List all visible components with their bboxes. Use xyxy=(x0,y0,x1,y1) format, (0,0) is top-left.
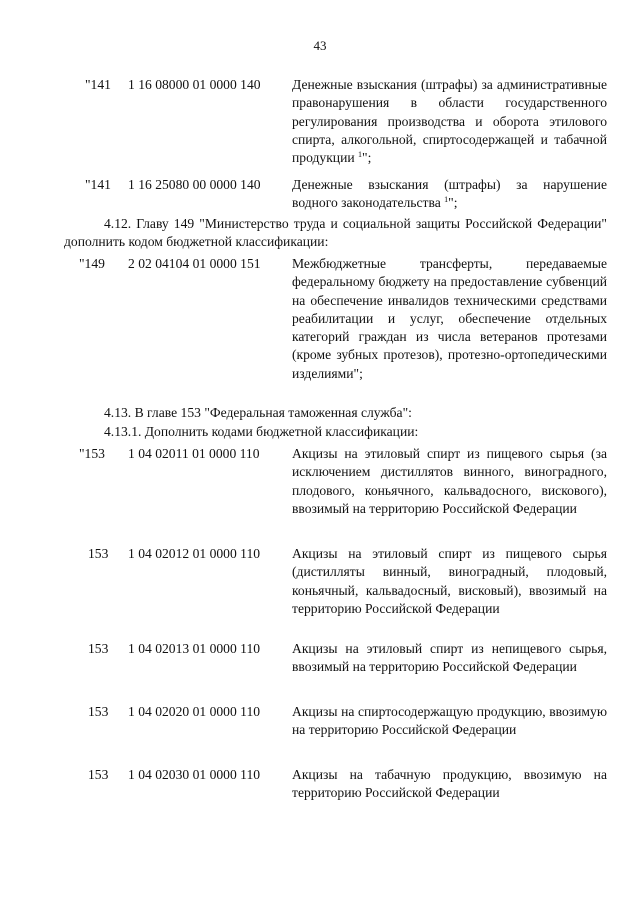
description-text: Денежные взыскания (штрафы) за нарушение водного законодательства xyxy=(292,177,607,211)
budget-classification-code: 1 04 02013 01 0000 110 xyxy=(128,641,261,656)
page-number: 43 xyxy=(313,38,327,53)
budget-classification-code: 1 04 02020 01 0000 110 xyxy=(128,704,261,719)
budget-classification-code: 1 04 02011 01 0000 110 xyxy=(128,446,260,461)
row-description xyxy=(292,176,607,213)
paragraph-4-12 xyxy=(64,215,607,252)
row-description: Акцизы на этиловый спирт из непищевого сырья, ввозимый на территорию Российской Федерации xyxy=(292,641,607,675)
chapter-code: "141 xyxy=(85,77,111,92)
chapter-code: 153 xyxy=(88,767,109,782)
chapter-code: 153 xyxy=(88,641,109,656)
row-description: Межбюджетные трансферты, передаваемые федеральному бюджету на предоставление субвенций на обеспечение инвалидов техническими средствами реабилитации и услуг, обеспечение отдельных категорий граждан из числа ветеранов протезами (кроме зубных протезов), протезно-ортопедическими изделиями"; xyxy=(292,256,607,381)
footnote-mark: 1 xyxy=(358,150,363,160)
row-description: Акцизы на этиловый спирт из пищевого сырья (за исключением дистиллятов винного, виноградного, плодового, коньячного, кальвадосного, вискового), ввозимый на территорию Российской Федерации xyxy=(292,446,607,516)
chapter-code: 153 xyxy=(88,704,109,719)
row-description: Акцизы на табачную продукцию, ввозимую на территорию Российской Федерации xyxy=(292,767,607,801)
budget-classification-code: 1 04 02012 01 0000 110 xyxy=(128,546,261,561)
row-description xyxy=(292,76,607,167)
footnote-mark: 1 xyxy=(444,195,449,205)
chapter-code: "153 xyxy=(79,446,105,461)
chapter-code: 153 xyxy=(88,546,109,561)
description-closing: "; xyxy=(448,195,458,211)
chapter-code: "149 xyxy=(79,256,105,271)
paragraph-text: 4.12. Главу 149 "Министерство труда и социальной защиты Российской Федерации" дополнить кодом бюджетной классификации: xyxy=(64,216,607,250)
row-description: Акцизы на спиртосодержащую продукцию, ввозимую на территорию Российской Федерации xyxy=(292,704,607,738)
budget-classification-code: 1 16 25080 00 0000 140 xyxy=(128,177,261,192)
paragraph-text: 4.13. В главе 153 "Федеральная таможенная служба": xyxy=(104,405,412,420)
paragraph-4-13 xyxy=(64,404,607,422)
chapter-code: "141 xyxy=(85,177,111,192)
budget-classification-code: 1 16 08000 01 0000 140 xyxy=(128,77,261,92)
paragraph-4-13-1 xyxy=(64,423,607,441)
budget-classification-code: 1 04 02030 01 0000 110 xyxy=(128,767,261,782)
description-closing: "; xyxy=(362,150,372,166)
description-text: Денежные взыскания (штрафы) за административные правонарушения в области государственного регулирования производства и оборота этилового спирта, алкогольной, спиртосодержащей и табачной продукции xyxy=(292,77,607,166)
budget-classification-code: 2 02 04104 01 0000 151 xyxy=(128,256,261,271)
row-description: Акцизы на этиловый спирт из пищевого сырья (дистилляты винный, виноградный, плодовый, коньячный, кальвадосный, висковый), ввозимый на территорию Российской Федерации xyxy=(292,546,607,616)
paragraph-text: 4.13.1. Дополнить кодами бюджетной классификации: xyxy=(104,424,419,439)
